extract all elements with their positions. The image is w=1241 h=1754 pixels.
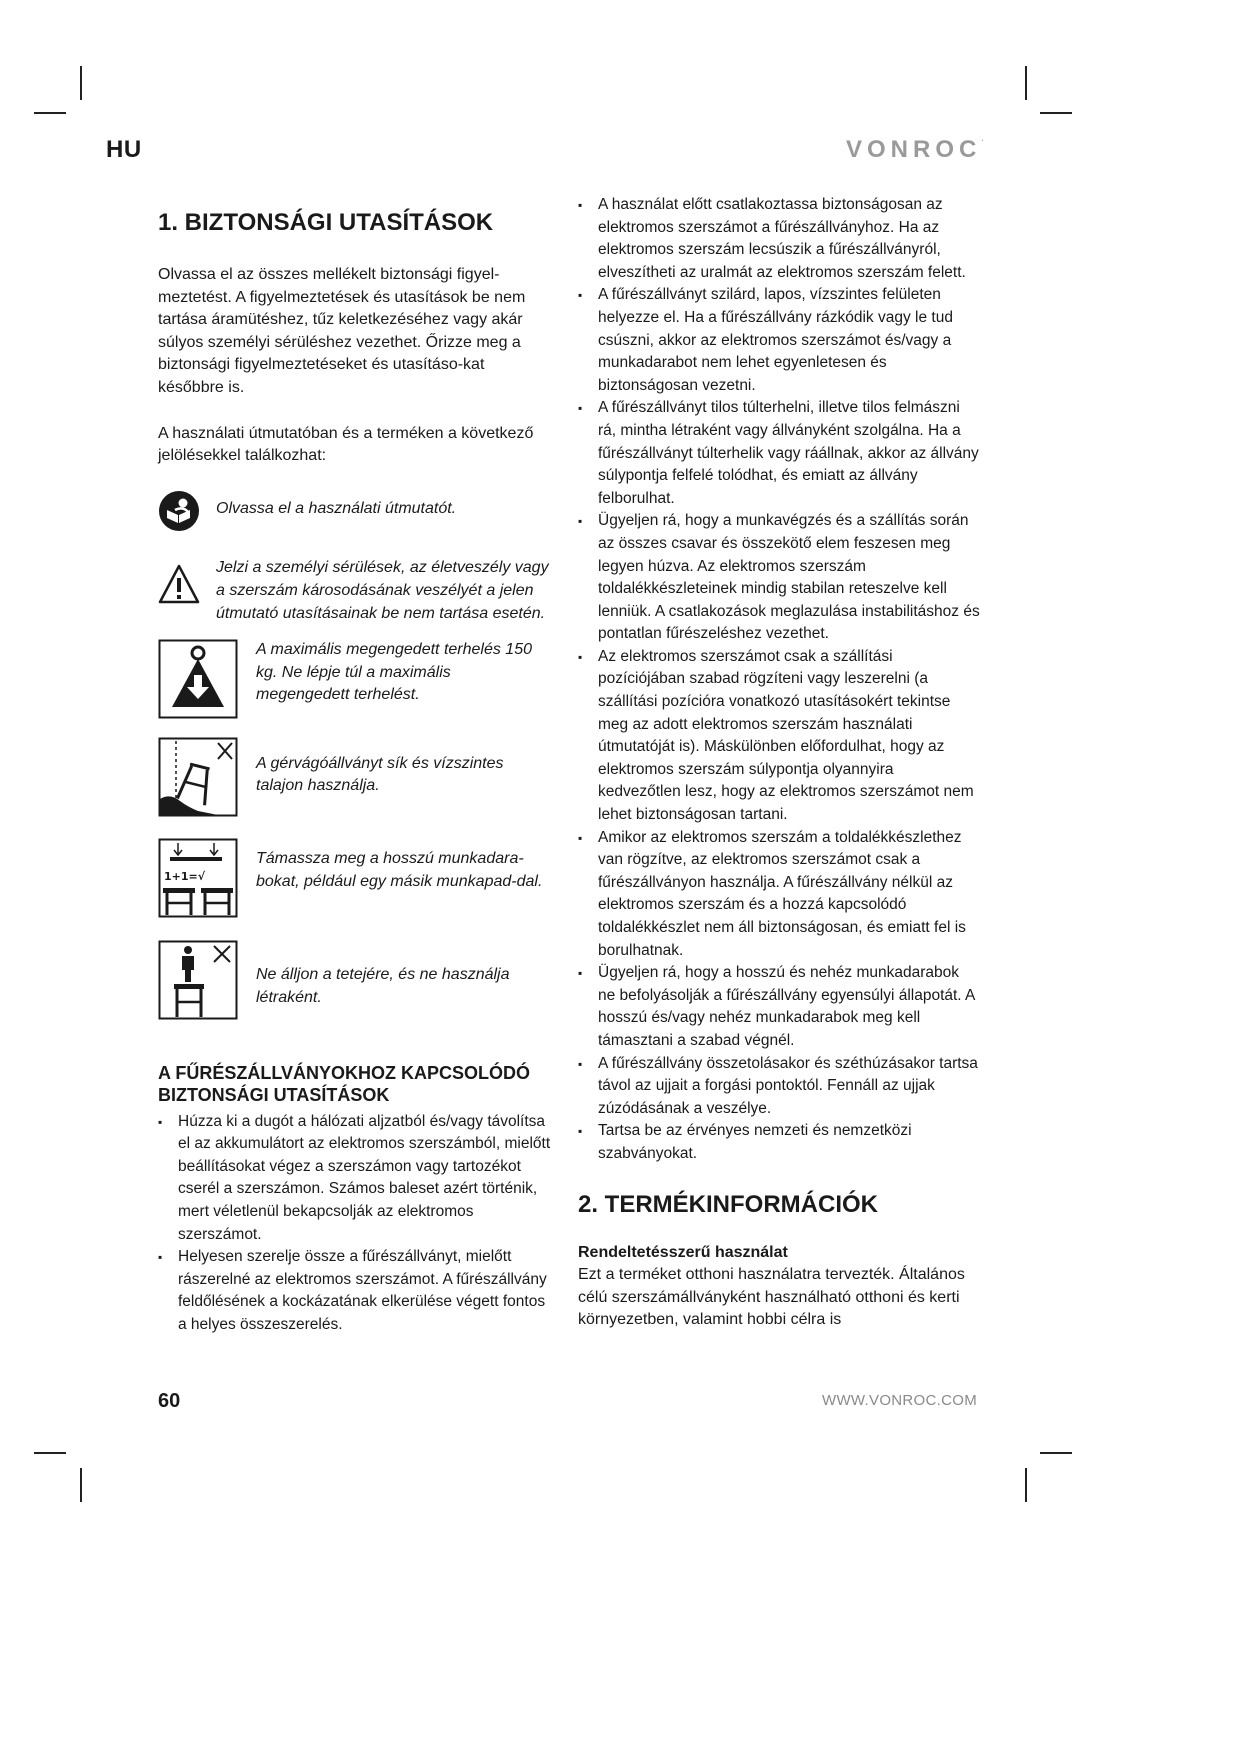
warning-icon: [158, 557, 216, 613]
list-item: ▪ A fűrészállványt tilos túlterhelni, illetve tilos felmászni rá, mintha létraként vagy állványként szolgálna. Ha a fűrészállványt túlterhelik vagy ráállnak, akkor az állvány súlypontja felfelé tolódhat, és emiatt az állvány felborulhat.: [578, 397, 980, 510]
list-item: ▪ Húzza ki a dugót a hálózati aljzatból és/vagy távolítsa el az akkumulátort az elektromos szerszámból, mielőtt beállításokat végez a szerszámon vagy tartozékot cserél a szerszámon. Számos baleset azért történik, mert véletlenül bekapcsolják az elektromos szerszámot.: [158, 1111, 554, 1247]
crop-mark: [1025, 1468, 1027, 1502]
max-load-icon: [158, 639, 256, 727]
list-item: ▪ Amikor az elektromos szerszám a toldalékkészlethez van rögzítve, az elektromos szerszámot csak a fűrészállványon használja. A fűrészállvány nélkül az elektromos szerszám és a hozzá kapcsolódó toldalékkészlet nem áll biztonságosan, és emiatt fel is borulhatnak.: [578, 827, 980, 963]
brand-name: VONROC: [846, 136, 982, 163]
list-item: ▪ Ügyeljen rá, hogy a munkavégzés és a szállítás során az összes csavar és összekötő elem feszesen meg legyen húzva. Az elektromos szerszám toldalékkészleteinek mindig stabilan reteszelve kell lenniük. A csatlakozások meglazulása instabilitáshoz és pontatlan fűrészeléshez vezethet.: [578, 510, 980, 646]
crop-mark: [80, 1468, 82, 1502]
symbol-text: A gérvágóállványt sík és vízszintes talajon használja.: [256, 754, 504, 795]
bullet-list: [158, 1111, 554, 1337]
level-surface-icon: [158, 737, 256, 825]
website-url: WWW.VONROC.COM: [822, 1392, 978, 1409]
brand-logo: [846, 136, 984, 164]
crop-mark: [1040, 112, 1072, 114]
symbol-row: [158, 838, 554, 926]
section-1-intro: Olvassa el az összes mellékelt biztonsági figyel-meztetést. A figyelmeztetések és utasítások be nem tartása áramütéshez, tűz keletkezéséhez vagy akár súlyos személyi sérüléshez vezethet. Őrizze meg a biztonsági figyelmeztetéseket és utasításo-kat későbbre is.: [158, 266, 526, 396]
no-standing-icon: [158, 940, 256, 1028]
symbol-row: [158, 940, 554, 1028]
crop-mark: [34, 1452, 66, 1454]
symbol-text: Ne álljon a tetejére, és ne használja létraként.: [256, 965, 510, 1006]
crop-mark: [34, 112, 66, 114]
list-item: ▪ A fűrészállvány összetolásakor és széthúzásakor tartsa távol az ujjait a forgási pontoktól. Fennáll az ujjak zúzódásának a veszélye.: [578, 1053, 980, 1121]
list-item: ▪ Ügyeljen rá, hogy a hosszú és nehéz munkadarabok ne befolyásolják a fűrészállvány egyensúlyi állapotát. A hosszú és/vagy nehéz munkadarabok meg kell támasztani a szabad végnél.: [578, 962, 980, 1052]
support-workpiece-icon: [158, 838, 256, 926]
list-item: ▪ Helyesen szerelje össze a fűrészállványt, mielőtt rászerelné az elektromos szerszámot. A fűrészállvány feldőlésének a kockázatának elkerülése végett fontos a helyes összeszerelés.: [158, 1246, 554, 1336]
subsection-title: A FŰRÉSZÁLLVÁNYOKHOZ KAPCSOLÓDÓ BIZTONSÁGI UTASÍTÁSOK: [158, 1062, 530, 1106]
list-item: ▪ Az elektromos szerszámot csak a szállítási pozíciójában szabad rögzíteni vagy leszerelni (a szállítási pozícióra vonatkozó utasításokért tekintse meg az adott elektromos szerszám használati útmutatóját is). Máskülönben előfordulhat, hogy az elektromos szerszám súlypontja olyannyira kedvezőtlen lesz, hogy az elektromos szerszámot nem lehet biztonságosan tartani.: [578, 646, 980, 827]
symbol-text: Jelzi a személyi sérülések, az életveszély vagy a szerszám károsodásának veszélyét a jelen útmutató utasításainak be nem tartása esetén.: [216, 559, 549, 622]
symbol-text: Támassza meg a hosszú munkadara-bokat, például egy másik munkapad-dal.: [256, 850, 543, 890]
symbol-row: [158, 490, 554, 540]
symbol-text: A maximális megengedett terhelés 150 kg. Ne lépje túl a maximális megengedett terhelést.: [256, 641, 532, 704]
symbol-row: [158, 639, 554, 727]
list-item: ▪ A fűrészállványt szilárd, lapos, vízszintes felületen helyezze el. Ha a fűrészállvány rázkódik vagy le tud csúszni, akkor az elektromos szerszámot és/vagy a munkadarabot nem lehet egyenletesen és biztonságosan vezetni.: [578, 284, 980, 397]
symbols-intro: A használati útmutatóban és a terméken a következő jelölésekkel találkozhat:: [158, 424, 534, 465]
list-item: ▪ A használat előtt csatlakoztassa biztonságosan az elektromos szerszámot a fűrészállványhoz. Ha az elektromos szerszám lecsúszik a fűrészállványról, elveszítheti az uralmát az elektromos szerszám felett.: [578, 194, 980, 284]
section-2-text: Ezt a terméket otthoni használatra tervezték. Általános célú szerszámállványként használható otthoni és kerti környezetben, valamint hobbi célra is: [578, 1266, 965, 1329]
crop-mark: [1025, 66, 1027, 100]
crop-mark: [1040, 1452, 1072, 1454]
support-formula: 1+1=√: [164, 870, 206, 884]
symbol-row: [158, 737, 554, 825]
list-item: ▪ Tartsa be az érvényes nemzeti és nemzetközi szabványokat.: [578, 1120, 980, 1165]
right-column: [578, 194, 980, 1332]
language-code: HU: [106, 136, 142, 163]
symbol-text: Olvassa el a használati útmutatót.: [216, 499, 457, 517]
bullet-list: [578, 194, 980, 1166]
section-1-title: 1. BIZTONSÁGI UTASÍTÁSOK: [158, 209, 494, 236]
section-2-title: 2. TERMÉKINFORMÁCIÓK: [578, 1190, 878, 1218]
page-number: 60: [158, 1390, 181, 1412]
crop-mark: [80, 66, 82, 100]
read-manual-icon: [158, 490, 216, 540]
symbol-row: [158, 557, 554, 625]
left-column: [158, 208, 554, 1337]
section-2-subtitle: Rendeltetésszerű használat: [578, 1243, 788, 1261]
brand-mark: ·: [981, 136, 985, 145]
